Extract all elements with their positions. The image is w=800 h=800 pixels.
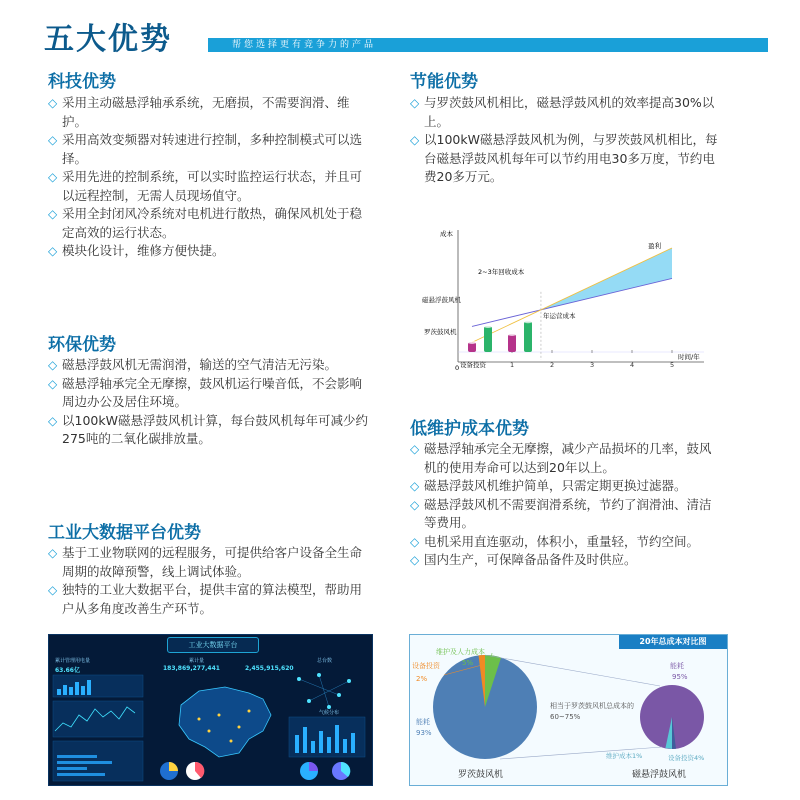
cost-compare-panel: [409, 634, 728, 786]
energy-list: [410, 94, 720, 187]
x-tick-label: 4: [630, 361, 635, 369]
cost-bar: [484, 326, 492, 352]
cost-note: 相当于罗茨鼓风机总成本的60~75%: [550, 702, 634, 721]
bigdata-section-title: 工业大数据平台优势: [48, 523, 201, 543]
roots-energy-label: 能耗: [416, 718, 430, 726]
roots-energy-value: 93%: [416, 729, 432, 737]
page-subtitle: 帮您选择更有竞争力的产品: [232, 40, 377, 50]
roots-equip-label: 设备投资: [412, 662, 440, 670]
maglev-maint-label: 维护成本1%: [606, 752, 643, 760]
equipment-annotation: 设备投资: [460, 361, 486, 369]
x-tick-label: 2: [550, 361, 555, 369]
x-tick-label: 1: [510, 361, 515, 369]
env-list: [48, 356, 368, 449]
list-item: ◇ 国内生产，可保障备品备件及时供应。: [410, 551, 720, 570]
dashboard-left-label: 累计管理用电量: [55, 658, 91, 664]
x-tick-label: 5: [670, 361, 675, 369]
cost-bar-cap: [524, 320, 532, 323]
dashboard-left-value: 63.66亿: [55, 667, 80, 674]
dashboard-title: 工业大数据平台: [167, 637, 259, 653]
roots-name: 罗茨鼓风机: [458, 770, 504, 780]
dashboard-stat1: 183,869,277,441: [163, 665, 220, 672]
maglev-name: 磁悬浮鼓风机: [632, 770, 687, 780]
dashboard-screenshot: [48, 634, 373, 786]
list-item: ◇ 磁悬浮鼓风机维护简单，只需定期更换过滤器。: [410, 477, 720, 496]
origin-label: 0: [455, 364, 460, 372]
cost-bar-cap: [484, 325, 492, 328]
list-item: ◇ 磁悬浮轴承完全无摩擦，鼓风机运行噪音低，不会影响周边办公及居住环境。: [48, 375, 368, 412]
x-tick-label: 3: [590, 361, 595, 369]
list-item: ◇ 磁悬浮鼓风机无需润滑，输送的空气清洁无污染。: [48, 356, 368, 375]
payback-annotation: 2~3年回收成本: [478, 268, 525, 276]
list-item: ◇ 独特的工业大数据平台，提供丰富的算法模型，帮助用户从多角度改善生产环节。: [48, 581, 368, 618]
list-item: ◇ 与罗茨鼓风机相比，磁悬浮鼓风机的效率提高30%以上。: [410, 94, 720, 131]
cost-bar-cap: [508, 333, 516, 336]
dashboard-right-label: 总台数: [317, 658, 333, 664]
cost-compare-title: 20年总成本对比图: [619, 635, 727, 649]
maint-list: [410, 440, 720, 570]
maglev-equip-label: 设备投资4%: [668, 754, 705, 762]
list-item: ◇ 磁悬浮鼓风机不需要润滑系统，节约了润滑油、清洁等费用。: [410, 496, 720, 533]
profit-annotation: 盈利: [648, 242, 661, 250]
list-item: ◇ 采用全封闭风冷系统对电机进行散热，确保风机处于稳定高效的运行状态。: [48, 205, 368, 242]
operating-cost-annotation: 年运营成本: [543, 312, 576, 320]
tech-list: [48, 94, 368, 261]
tech-section-title: 科技优势: [48, 72, 116, 92]
maint-section-title: 低维护成本优势: [410, 419, 529, 439]
roots-maint-label: 维护及人力成本: [436, 648, 485, 656]
list-item: ◇ 模块化设计，维修方便快捷。: [48, 242, 368, 261]
cost-bar: [524, 322, 532, 352]
list-item: ◇ 以100kW磁悬浮鼓风机计算，每台鼓风机每年可减少约275吨的二氧化碳排放量。: [48, 412, 368, 449]
series-line: [472, 248, 672, 342]
x-axis-label: 时间/年: [678, 353, 700, 361]
cost-chart: [412, 222, 712, 372]
roots-annotation: 罗茨鼓风机: [424, 328, 457, 336]
cost-bar-cap: [468, 341, 476, 344]
dashboard-stat2: 2,455,915,620: [245, 665, 294, 672]
maglev-energy-value: 95%: [672, 673, 688, 681]
dashboard-mid-label: 累计量: [189, 658, 205, 664]
roots-equip-value: 2%: [416, 675, 428, 683]
roots-maint-value: 5%: [462, 659, 474, 667]
maglev-energy-label: 能耗: [670, 662, 684, 670]
list-item: ◇ 采用高效变频器对转速进行控制，多种控制模式可以选择。: [48, 131, 368, 168]
energy-section-title: 节能优势: [410, 72, 478, 92]
list-item: ◇ 基于工业物联网的远程服务，可提供给客户设备全生命周期的故障预警，线上调试体验。: [48, 544, 368, 581]
list-item: ◇ 电机采用直连驱动，体积小，重量轻，节约空间。: [410, 533, 720, 552]
dashboard-graphics: [49, 635, 372, 785]
cost-bar: [508, 334, 516, 352]
maglev-annotation: 磁悬浮鼓风机: [422, 296, 461, 304]
bigdata-list: [48, 544, 368, 618]
dashboard-map-label: 气候分布: [319, 710, 340, 716]
list-item: ◇ 采用先进的控制系统，可以实时监控运行状态，并且可以远程控制，无需人员现场值守。: [48, 168, 368, 205]
page-title: 五大优势: [44, 22, 172, 57]
list-item: ◇ 以100kW磁悬浮鼓风机为例，与罗茨鼓风机相比，每台磁悬浮鼓风机每年可以节约用电30多万度，节约电费20多万元。: [410, 131, 720, 187]
list-item: ◇ 磁悬浮轴承完全无摩擦，减少产品损坏的几率，鼓风机的使用寿命可以达到20年以上。: [410, 440, 720, 477]
env-section-title: 环保优势: [48, 335, 116, 355]
y-axis-label: 成本: [440, 230, 453, 238]
list-item: ◇ 采用主动磁悬浮轴承系统，无磨损，不需要润滑、维护。: [48, 94, 368, 131]
